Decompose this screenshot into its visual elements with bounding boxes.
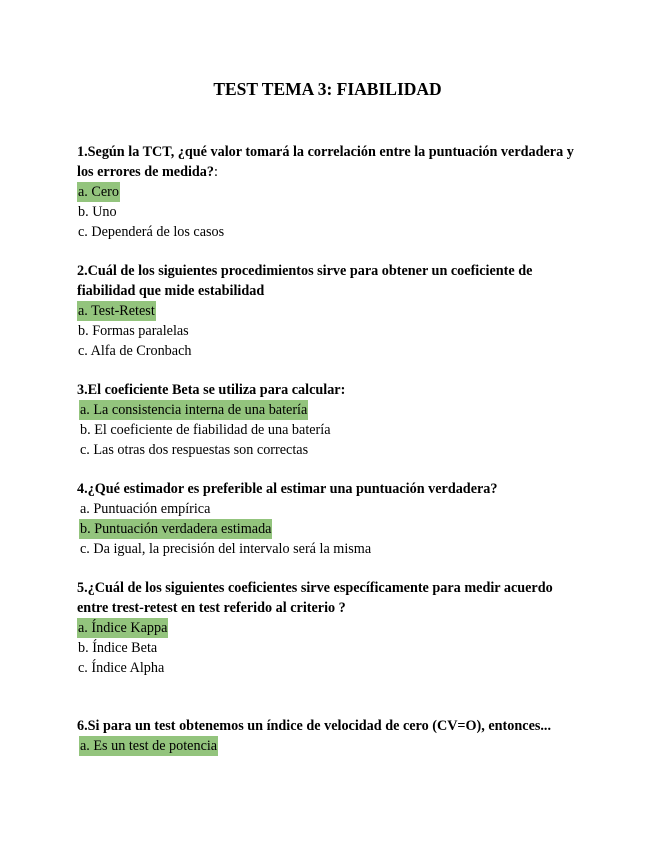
option-label: b. Formas paralelas (78, 323, 189, 339)
option-b (77, 321, 577, 341)
option-label-highlighted: a. Cero (78, 184, 119, 200)
question-2 (77, 261, 577, 361)
option-b (77, 638, 577, 658)
option-a (77, 182, 577, 202)
question-text: 4.¿Qué estimador es preferible al estimar una puntuación verdadera? (77, 481, 498, 497)
option-label: c. Las otras dos respuestas son correctas (80, 442, 309, 458)
option-a (77, 400, 577, 420)
option-label: b. El coeficiente de fiabilidad de una batería (80, 422, 331, 438)
document-title: TEST TEMA 3: FIABILIDAD (213, 79, 442, 99)
question-text: 1.Según la TCT, ¿qué valor tomará la correlación entre la puntuación verdadera y los errores de medida?: (77, 144, 574, 180)
option-a (77, 301, 577, 321)
question-text: 5.¿Cuál de los siguientes coeficientes sirve específicamente para medir acuerdo entre trest-retest en test referido al criterio ? (77, 580, 553, 616)
option-label-highlighted: a. Test-Retest (78, 303, 155, 319)
option-a (77, 618, 577, 638)
option-c (77, 341, 577, 361)
option-label: b. Índice Beta (78, 640, 158, 656)
question-text: 2.Cuál de los siguientes procedimientos sirve para obtener un coeficiente de fiabilidad que mide estabilidad (77, 263, 533, 299)
question-text: 3.El coeficiente Beta se utiliza para calcular: (77, 382, 346, 398)
question-text: 6.Si para un test obtenemos un índice de velocidad de cero (CV=O), entonces... (77, 718, 552, 734)
question-1 (77, 142, 577, 242)
option-a (77, 736, 597, 756)
option-label: c. Da igual, la precisión del intervalo será la misma (80, 541, 372, 557)
option-label: c. Dependerá de los casos (78, 224, 225, 240)
option-label-highlighted: a. La consistencia interna de una batería (80, 402, 308, 418)
option-c (77, 440, 577, 460)
option-label: c. Alfa de Cronbach (78, 343, 192, 359)
question-3 (77, 380, 577, 460)
question-4 (77, 479, 577, 559)
question-5 (77, 578, 577, 678)
option-c (77, 539, 577, 559)
option-a (77, 499, 577, 519)
option-label-highlighted: b. Puntuación verdadera estimada (80, 521, 272, 537)
option-c (77, 222, 577, 242)
option-label: a. Puntuación empírica (80, 501, 211, 517)
option-label: b. Uno (78, 204, 117, 220)
option-c (77, 658, 577, 678)
option-b (77, 420, 577, 440)
option-b (77, 202, 577, 222)
option-b (77, 519, 577, 539)
option-label-highlighted: a. Índice Kappa (78, 620, 168, 636)
question-6 (77, 716, 597, 756)
option-label-highlighted: a. Es un test de potencia (80, 738, 218, 754)
option-label: c. Índice Alpha (78, 660, 165, 676)
